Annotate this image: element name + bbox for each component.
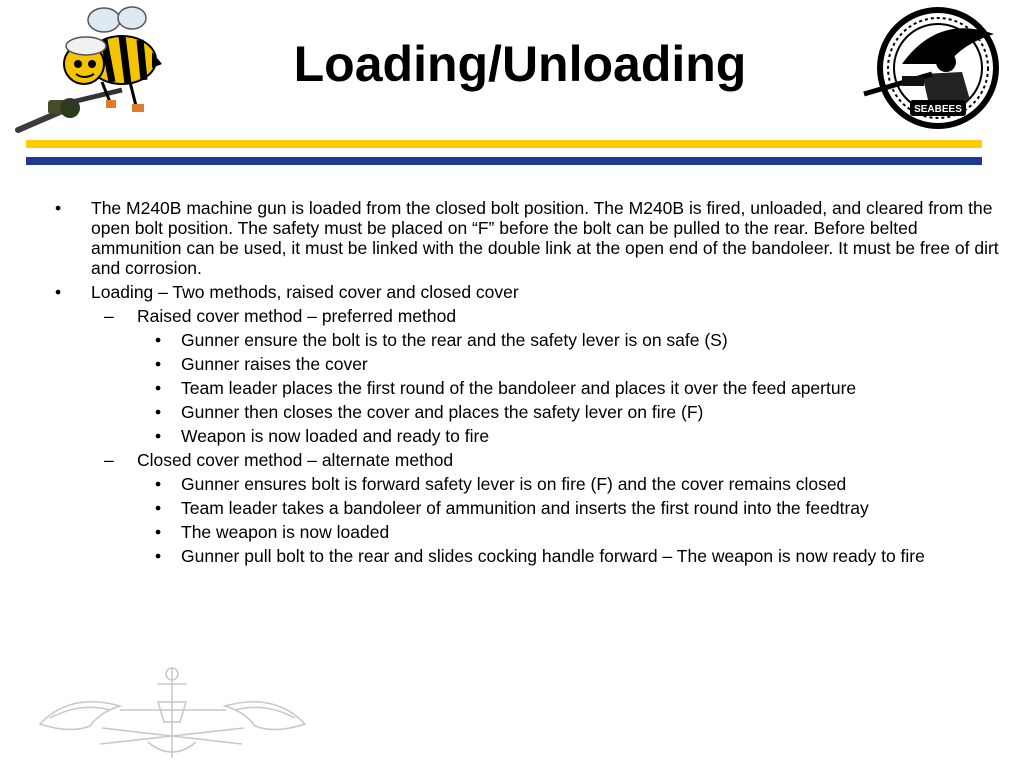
list-item <box>0 354 1024 374</box>
list-item-text: Gunner raises the cover <box>181 354 368 374</box>
list-item <box>0 546 1024 566</box>
list-item <box>0 306 1024 326</box>
list-item <box>0 378 1024 398</box>
list-item-text: Team leader places the first round of the bandoleer and places it over the feed aperture <box>181 378 857 398</box>
list-item-text: Gunner ensure the bolt is to the rear and the safety lever is on safe (S) <box>181 330 728 350</box>
bullet-marker: • <box>155 426 162 446</box>
list-item <box>0 426 1024 446</box>
list-item <box>0 522 1024 542</box>
bullet-marker: • <box>155 474 162 494</box>
blue-divider <box>26 157 982 165</box>
list-item <box>0 450 1024 470</box>
list-item <box>0 330 1024 350</box>
list-item-text: Raised cover method – preferred method <box>137 306 457 326</box>
list-item-text: The M240B machine gun is loaded from the closed bolt position. The M240B is fired, unloaded, and cleared from the open bolt position. The safety must be placed on “F” before the bolt can be pulled to the rear. Before belted ammunition can be used, it must be linked with the double link at the open end of the bandoleer. It must be free of dirt and corrosion. <box>91 198 999 278</box>
list-item-text: Weapon is now loaded and ready to fire <box>181 426 490 446</box>
seabee-bee-logo <box>12 2 162 134</box>
insignia-watermark <box>30 662 315 766</box>
bullet-marker: • <box>155 354 162 374</box>
list-item <box>0 198 1024 278</box>
emblem-banner-text: SEABEES <box>914 104 962 115</box>
list-item-text: Gunner ensures bolt is forward safety lever is on fire (F) and the cover remains closed <box>181 474 847 494</box>
bullet-marker: • <box>155 522 162 542</box>
list-item-text: The weapon is now loaded <box>181 522 390 542</box>
list-item <box>0 498 1024 518</box>
bullet-list <box>0 198 1024 566</box>
list-item <box>0 474 1024 494</box>
bullet-marker: • <box>55 282 62 302</box>
list-item-text: Closed cover method – alternate method <box>137 450 454 470</box>
list-item-text: Team leader takes a bandoleer of ammunition and inserts the first round into the feedtray <box>181 498 869 518</box>
bullet-marker: • <box>155 546 162 566</box>
list-item-text: Gunner then closes the cover and places the safety lever on fire (F) <box>181 402 704 422</box>
dash-marker: – <box>104 306 114 326</box>
seabees-emblem-logo <box>862 4 1002 132</box>
bullet-marker: • <box>55 198 62 218</box>
bullet-marker: • <box>155 498 162 518</box>
dash-marker: – <box>104 450 114 470</box>
list-item <box>0 282 1024 302</box>
list-item <box>0 402 1024 422</box>
list-item-text: Gunner pull bolt to the rear and slides cocking handle forward – The weapon is now ready to fire <box>181 546 925 566</box>
list-item-text: Loading – Two methods, raised cover and closed cover <box>91 282 519 302</box>
bullet-marker: • <box>155 330 162 350</box>
gold-divider <box>26 140 982 148</box>
bullet-marker: • <box>155 378 162 398</box>
bullet-marker: • <box>155 402 162 422</box>
slide-title: Loading/Unloading <box>293 36 747 92</box>
